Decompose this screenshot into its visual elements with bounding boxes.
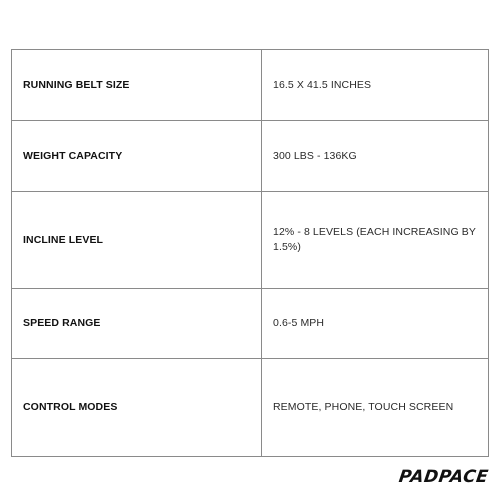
spec-value: 300 LBS - 136KG [262, 121, 489, 192]
spec-value: REMOTE, PHONE, TOUCH SCREEN [262, 359, 489, 457]
spec-label: CONTROL MODES [12, 359, 262, 457]
spec-value: 12% - 8 LEVELS (EACH INCREASING BY 1.5%) [262, 192, 489, 289]
spec-table [11, 49, 489, 457]
spec-value: 0.6-5 MPH [262, 289, 489, 359]
spec-value: 16.5 X 41.5 INCHES [262, 50, 489, 121]
brand-logo: PADPACE [397, 467, 490, 487]
spec-label: WEIGHT CAPACITY [12, 121, 262, 192]
spec-row-incline-level [12, 192, 489, 289]
spec-row-running-belt-size [12, 50, 489, 121]
spec-label: INCLINE LEVEL [12, 192, 262, 289]
spec-label: RUNNING BELT SIZE [12, 50, 262, 121]
spec-row-weight-capacity [12, 121, 489, 192]
spec-row-control-modes [12, 359, 489, 457]
spec-row-speed-range [12, 289, 489, 359]
spec-label: SPEED RANGE [12, 289, 262, 359]
